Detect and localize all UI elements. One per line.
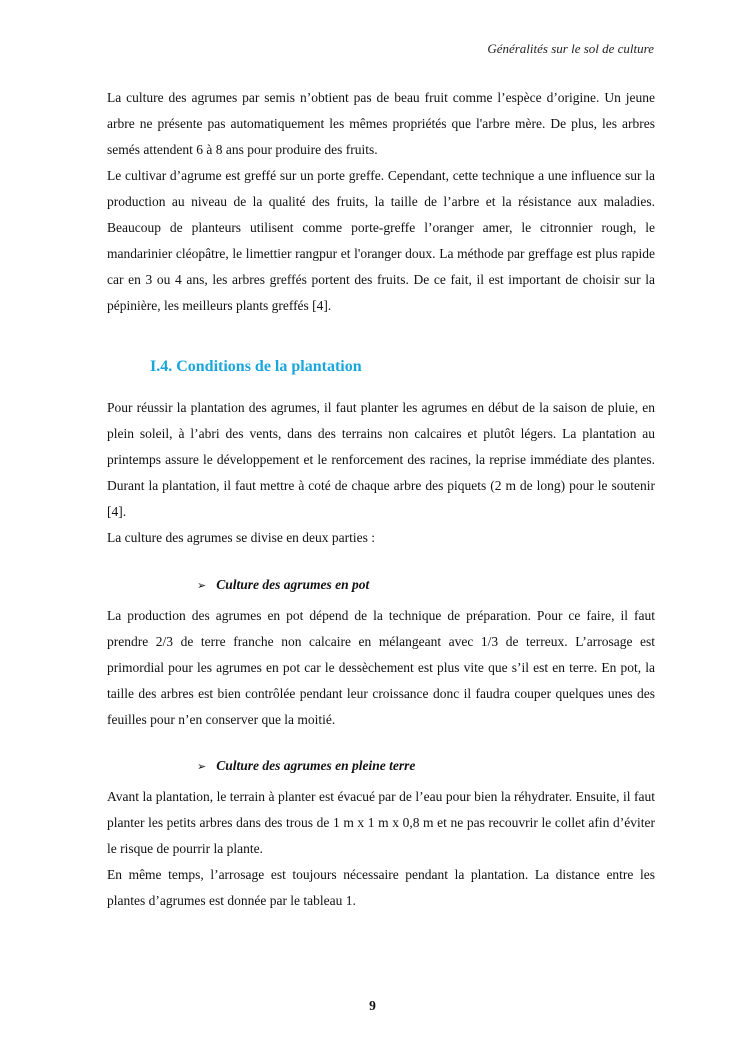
intro-paragraph-2: Le cultivar d’agrume est greffé sur un porte greffe. Cependant, cette technique a une influence sur la production au niveau de la qualité des fruits, la taille de l’arbre et la résistance aux maladies. Beaucoup de planteurs utilisent comme porte-greffe l’oranger amer, le citronnier rough, le mandarinier cléopâtre, le limettier rangpur et l'oranger doux. La méthode par greffage est plus rapide car en 3 ou 4 ans, les arbres greffés portent des fruits. De ce fait, il est important de choisir sur la pépinière, les meilleurs plants greffés [4]. [107, 168, 655, 313]
subheading-pot-title: Culture des agrumes en pot [216, 577, 370, 592]
ground-paragraph-2: En même temps, l’arrosage est toujours nécessaire pendant la plantation. La distance entre les plantes d’agrumes est donnée par le tableau 1. [107, 867, 655, 908]
section-paragraph-2: La culture des agrumes se divise en deux parties : [107, 530, 376, 545]
ground-block [107, 784, 655, 914]
arrow-bullet-icon: ➢ [197, 580, 207, 592]
subheading-ground-title: Culture des agrumes en pleine terre [216, 758, 416, 773]
running-header: Généralités sur le sol de culture [487, 41, 654, 56]
pot-paragraph: La production des agrumes en pot dépend de la technique de préparation. Pour ce faire, il faut prendre 2/3 de terre franche non calcaire en mélangeant avec 1/3 de terreux. L’arrosage est primordial pour les agrumes en pot car le dessèchement est plus vite que s’il est en terre. En pot, la taille des arbres est bien contrôlée pendant leur croissance donc il faudra couper quelques unes des feuilles pour n’en conserver que la moitié. [107, 608, 655, 727]
subheading-ground [197, 758, 415, 774]
ground-paragraph-1: Avant la plantation, le terrain à planter est évacué par de l’eau pour bien la réhydrater. Ensuite, il faut planter les petits arbres dans des trous de 1 m x 1 m x 0,8 m et ne pas recouvrir le collet afin d’éviter le risque de pourrir la plante. [107, 789, 655, 856]
intro-paragraph-1: La culture des agrumes par semis n’obtient pas de beau fruit comme l’espèce d’origine. Un jeune arbre ne présente pas automatiquement les mêmes propriétés que l'arbre mère. De plus, les arbres semés attendent 6 à 8 ans pour produire des fruits. [107, 90, 655, 157]
section-heading: I.4. Conditions de la plantation [150, 358, 362, 375]
section-block [107, 395, 655, 551]
subheading-pot [197, 577, 369, 593]
page-number: 9 [369, 998, 376, 1013]
pot-block [107, 603, 655, 733]
section-paragraph-1: Pour réussir la plantation des agrumes, il faut planter les agrumes en début de la saison de pluie, en plein soleil, à l’abri des vents, dans des terrains non calcaires et plutôt légers. La plantation au printemps assure le développement et le renforcement des racines, la reprise immédiate des plantes. Durant la plantation, il faut mettre à coté de chaque arbre des piquets (2 m de long) pour le soutenir [4]. [107, 400, 655, 519]
intro-block [107, 85, 655, 319]
arrow-bullet-icon: ➢ [197, 761, 207, 773]
